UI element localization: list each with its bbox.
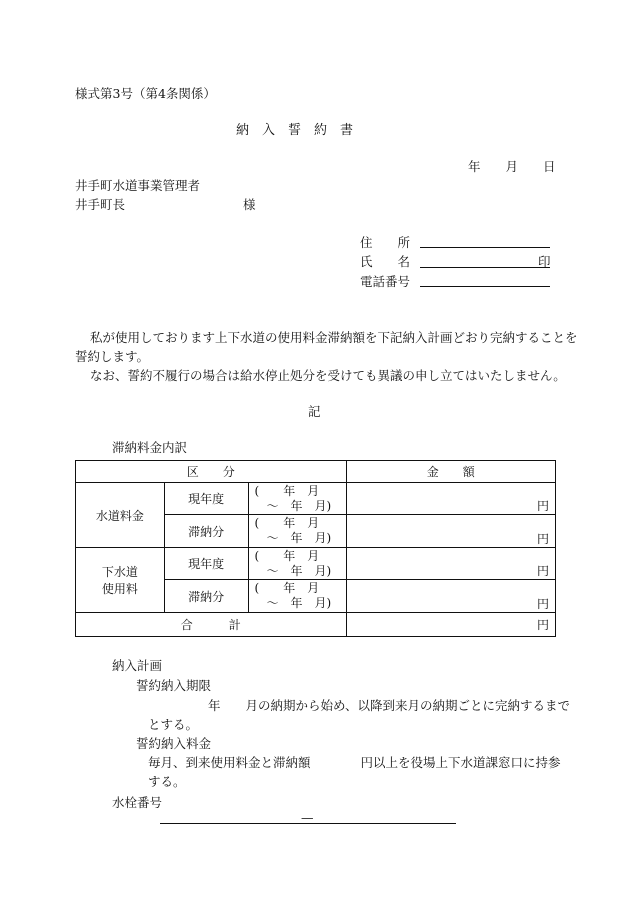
breakdown-caption: 滞納料金内訳	[112, 440, 188, 455]
document-title: 納 入 誓 約 書	[236, 123, 354, 138]
name-label: 氏 名	[360, 254, 411, 269]
date-field: 年 月 日	[468, 159, 556, 174]
phone-label: 電話番号	[360, 274, 411, 289]
pledge-text-line3: なお、誓約不履行の場合は給水停止処分を受けても異議の申し立てはいたしません。	[90, 368, 566, 383]
period-start: ( 年 月	[254, 548, 320, 563]
sewer-fee-label	[76, 548, 165, 613]
addressee-water-manager: 井手町水道事業管理者	[75, 178, 201, 193]
meter-number-line[interactable]	[160, 823, 456, 824]
pledge-text-line2: 誓約します。	[75, 349, 150, 364]
water-current-label: 現年度	[164, 483, 248, 515]
water-arrears-period	[248, 515, 346, 548]
amount-text-line2: する。	[148, 774, 186, 789]
addressee-honorific: 様	[243, 197, 256, 212]
meter-number-dash: —	[301, 810, 314, 825]
period-end: ～ 年 月)	[254, 596, 332, 610]
sewer-current-amount[interactable]: 円	[346, 548, 556, 580]
arrears-breakdown-table	[75, 460, 556, 637]
sewer-arrears-label: 滞納分	[164, 580, 248, 613]
addressee-mayor: 井手町長	[75, 197, 126, 212]
form-number: 様式第3号（第4条関係）	[75, 86, 216, 101]
amount-heading: 誓約納入料金	[136, 736, 212, 751]
total-amount[interactable]: 円	[346, 613, 556, 637]
sewer-current-label: 現年度	[164, 548, 248, 580]
deadline-text-line2: とする。	[148, 717, 199, 732]
header-amount: 金 額	[346, 461, 556, 483]
deadline-text-line1: 年 月の納期から始め、以降到来月の納期ごとに完納するまで	[208, 698, 571, 713]
period-start: ( 年 月	[254, 516, 320, 530]
header-category: 区 分	[76, 461, 347, 483]
water-fee-label: 水道料金	[76, 483, 165, 548]
meter-number-heading: 水栓番号	[112, 795, 163, 810]
period-end: ～ 年 月)	[254, 531, 332, 545]
sewer-arrears-period	[248, 580, 346, 613]
sewer-label-line1: 下水道	[101, 565, 138, 579]
name-line[interactable]	[420, 267, 550, 268]
period-end: ～ 年 月)	[254, 498, 332, 513]
seal-mark: 印	[538, 254, 551, 269]
period-end: ～ 年 月)	[254, 563, 332, 578]
water-arrears-amount[interactable]: 円	[346, 515, 556, 548]
plan-heading: 納入計画	[112, 658, 163, 673]
address-label: 住 所	[360, 235, 411, 250]
phone-line[interactable]	[420, 286, 550, 287]
deadline-heading: 誓約納入期限	[136, 678, 212, 693]
period-start: ( 年 月	[254, 581, 320, 595]
water-arrears-label: 滞納分	[164, 515, 248, 548]
sewer-arrears-amount[interactable]: 円	[346, 580, 556, 613]
sewer-label-line2: 使用料	[101, 582, 138, 596]
sewer-current-period	[248, 548, 346, 580]
total-label: 合 計	[76, 613, 347, 637]
address-line[interactable]	[420, 247, 550, 248]
amount-text-line1: 毎月、到来使用料金と滞納額 円以上を役場上下水道課窓口に持参	[148, 755, 561, 770]
ki-heading: 記	[308, 404, 321, 419]
water-current-period	[248, 483, 346, 515]
period-start: ( 年 月	[254, 483, 320, 498]
pledge-text-line1: 私が使用しております上下水道の使用料金滞納額を下記納入計画どおり完納することを	[90, 330, 578, 345]
water-current-amount[interactable]: 円	[346, 483, 556, 515]
